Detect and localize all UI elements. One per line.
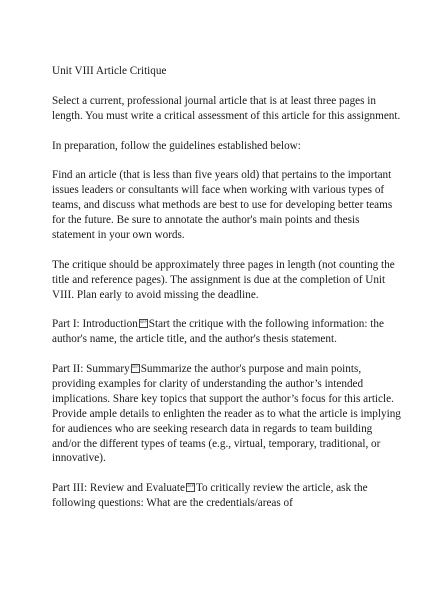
document-body	[52, 64, 402, 526]
part-1-heading: Part I: Introduction	[52, 318, 138, 331]
part-2-text: Summarize the author's purpose and main points, providing examples for clarity of understanding the author’s intended implications. Share key topics that support the author’s focus for this article. Provide ample details to enlighten the reader as to what the article is implying for audiences who are seeking research data in regards to team building and/or the different types of teams (e.g., virtual, temporary, traditional, or innovative).	[52, 363, 401, 465]
paragraph-length: The critique should be approximately three pages in length (not counting the title and reference pages). The assignment is due at the completion of Unit VIII. Plan early to avoid missing the deadline.	[52, 258, 395, 301]
paragraph-part-3	[52, 481, 402, 511]
paragraph-part-2	[52, 362, 402, 466]
part-1-text: Start the critique with the following information: the author's name, the article title, and the author's thesis statement.	[52, 318, 384, 346]
part-2-heading: Part II: Summary	[52, 363, 130, 376]
paragraph-intro: Select a current, professional journal article that is at least three pages in length. You must write a critical assessment of this article for this assignment.	[52, 94, 401, 122]
separator-glyph-icon: SEP	[186, 483, 195, 492]
separator-glyph-icon: SEP	[139, 319, 148, 328]
paragraph-preparation: In preparation, follow the guidelines established below:	[52, 139, 301, 152]
part-3-text: To critically review the article, ask the following questions: What are the credentials/areas of	[52, 482, 368, 510]
part-3-heading: Part III: Review and Evaluate	[52, 482, 185, 495]
document-title: Unit VIII Article Critique	[52, 65, 167, 77]
separator-glyph-icon: SEP	[131, 364, 140, 373]
paragraph-find-article: Find an article (that is less than five years old) that pertains to the important issues leaders or consultants will face when working with various types of teams, and discuss what methods are best to use for developing better teams for the future. Be sure to annotate the author's main points and thesis statement in your own words.	[52, 169, 393, 241]
paragraph-part-1	[52, 317, 402, 347]
